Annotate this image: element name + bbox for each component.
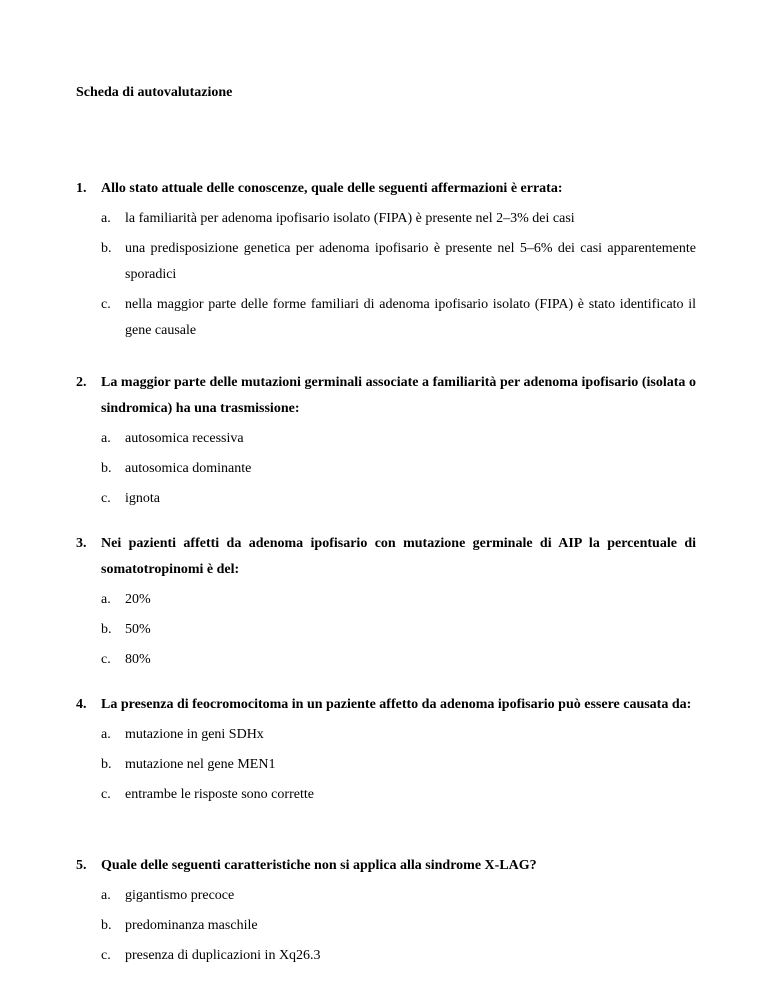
question-text: Allo stato attuale delle conoscenze, quale delle seguenti affermazioni è errata: <box>101 181 563 196</box>
option-b[interactable] <box>101 752 696 778</box>
options-list <box>101 426 696 512</box>
option-text: 80% <box>125 652 151 667</box>
option-text: autosomica dominante <box>125 461 252 476</box>
question-text: La presenza di feocromocitoma in un paziente affetto da adenoma ipofisario può essere causata da: <box>101 697 692 712</box>
question-2 <box>76 370 696 512</box>
option-text: ignota <box>125 491 160 506</box>
option-text: gigantismo precoce <box>125 888 235 903</box>
option-letter: c. <box>101 491 111 506</box>
option-text: autosomica recessiva <box>125 431 244 446</box>
option-text: una predisposizione genetica per adenoma ipofisario è presente nel 5–6% dei casi apparentemente sporadici <box>125 241 696 282</box>
option-text: entrambe le risposte sono corrette <box>125 787 314 802</box>
options-list <box>101 587 696 673</box>
option-c[interactable] <box>101 486 696 512</box>
option-letter: b. <box>101 918 112 933</box>
question-3 <box>76 531 696 673</box>
option-a[interactable] <box>101 722 696 748</box>
option-letter: a. <box>101 431 111 446</box>
question-text: Quale delle seguenti caratteristiche non si applica alla sindrome X-LAG? <box>101 858 537 873</box>
option-letter: c. <box>101 948 111 963</box>
option-text: mutazione in geni SDHx <box>125 727 264 742</box>
option-letter: c. <box>101 787 111 802</box>
option-text: nella maggior parte delle forme familiari di adenoma ipofisario isolato (FIPA) è stato identificato il gene causale <box>125 297 696 338</box>
question-5 <box>76 853 696 969</box>
options-list <box>101 722 696 808</box>
option-letter: b. <box>101 622 112 637</box>
options-list <box>101 883 696 969</box>
option-a[interactable] <box>101 426 696 452</box>
option-b[interactable] <box>101 456 696 482</box>
question-number: 2. <box>76 375 87 390</box>
option-a[interactable] <box>101 587 696 613</box>
option-letter: a. <box>101 727 111 742</box>
option-text: presenza di duplicazioni in Xq26.3 <box>125 948 321 963</box>
option-b[interactable] <box>101 617 696 643</box>
question-number: 3. <box>76 536 87 551</box>
option-text: 20% <box>125 592 151 607</box>
option-text: 50% <box>125 622 151 637</box>
option-a[interactable] <box>101 883 696 909</box>
page-title: Scheda di autovalutazione <box>76 85 233 100</box>
question-number: 1. <box>76 181 87 196</box>
option-c[interactable] <box>101 782 696 808</box>
question-text: Nei pazienti affetti da adenoma ipofisario con mutazione germinale di AIP la percentuale di somatotropinomi è del: <box>101 536 696 577</box>
option-c[interactable] <box>101 292 696 344</box>
question-1 <box>76 176 696 344</box>
option-a[interactable] <box>101 206 696 232</box>
question-text: La maggior parte delle mutazioni germinali associate a familiarità per adenoma ipofisario (isolata o sindromica) ha una trasmissione: <box>101 375 696 416</box>
option-letter: c. <box>101 652 111 667</box>
option-letter: a. <box>101 888 111 903</box>
options-list <box>101 206 696 344</box>
option-letter: b. <box>101 241 112 256</box>
option-text: predominanza maschile <box>125 918 258 933</box>
option-letter: a. <box>101 211 111 226</box>
option-text: mutazione nel gene MEN1 <box>125 757 276 772</box>
option-b[interactable] <box>101 236 696 288</box>
option-letter: b. <box>101 461 112 476</box>
option-b[interactable] <box>101 913 696 939</box>
question-number: 4. <box>76 697 87 712</box>
question-number: 5. <box>76 858 87 873</box>
option-c[interactable] <box>101 647 696 673</box>
option-letter: b. <box>101 757 112 772</box>
option-text: la familiarità per adenoma ipofisario isolato (FIPA) è presente nel 2–3% dei casi <box>125 211 575 226</box>
question-4 <box>76 692 696 808</box>
option-c[interactable] <box>101 943 696 969</box>
option-letter: a. <box>101 592 111 607</box>
option-letter: c. <box>101 297 111 312</box>
